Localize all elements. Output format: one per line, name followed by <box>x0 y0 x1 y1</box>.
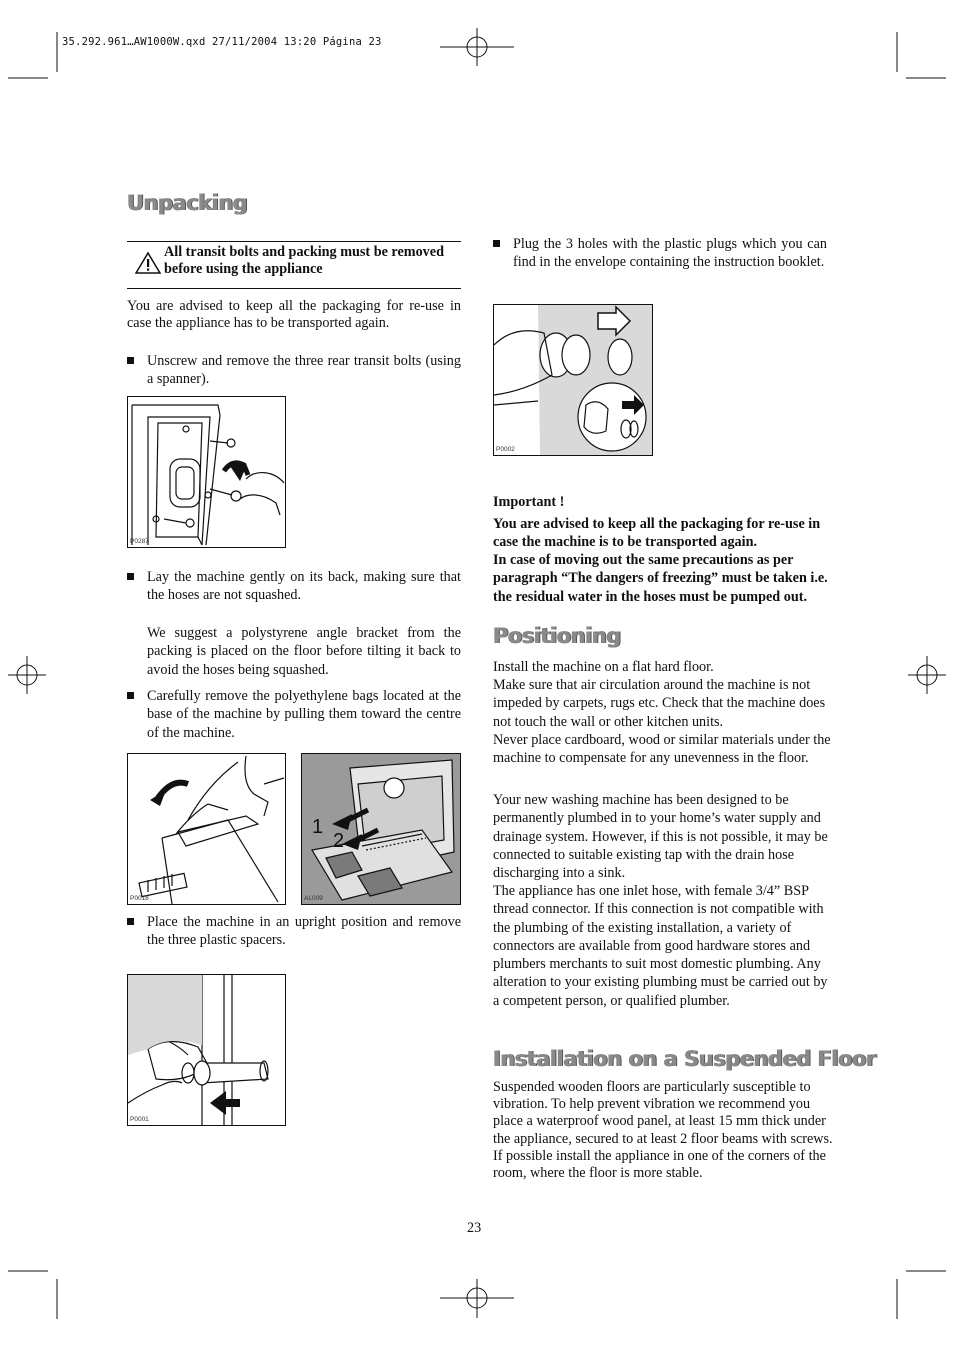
suspended-floor-title: Installation on a Suspended Floor <box>493 1047 876 1071</box>
unpacking-title: Unpacking <box>127 191 248 215</box>
warning-box <box>127 241 461 289</box>
bullet <box>127 692 134 699</box>
positioning-p3: Never place cardboard, wood or similar materials under the machine to compensate for any unevenness in the floor. <box>493 732 831 767</box>
suspended-floor-p1: Suspended wooden floors are particularly susceptible to vibration. To help prevent vibration we recommend you place a waterproof wood panel, at least 15 mm thick under the appliance, secured to at least 2 floor beams with screws. If possible install the appliance in one of the corners of the room, where the floor is more stable. <box>493 1079 833 1182</box>
page-number: 23 <box>467 1220 482 1236</box>
bullet <box>127 573 134 580</box>
bullet <box>127 357 134 364</box>
figure-remove-spacer <box>127 974 286 1126</box>
bullet <box>493 240 500 247</box>
important-heading: Important ! <box>493 494 565 510</box>
figure-code: AL009 <box>304 895 323 902</box>
important-text-2: In case of moving out the same precautions as per paragraph “The dangers of freezing” must be taken i.e. the residual water in the hoses must be pumped out. <box>493 552 828 605</box>
bullet-transit-bolts: Unscrew and remove the three rear transit bolts (using a spanner). <box>147 353 461 388</box>
figure-code: P0001 <box>130 1116 149 1123</box>
figure-transit-bolts <box>127 396 286 548</box>
positioning-title: Positioning <box>493 624 621 648</box>
bullet-lay-machine: Lay the machine gently on its back, making sure that the hoses are not squashed. <box>147 569 461 604</box>
positioning-p1: Install the machine on a flat hard floor. <box>493 659 714 675</box>
figure-plug-holes <box>493 304 653 456</box>
warning-text: All transit bolts and packing must be removed before using the appliance <box>164 244 444 277</box>
bullet-plug-holes: Plug the 3 holes with the plastic plugs which you can find in the envelope containing the instruction booklet. <box>513 236 827 271</box>
figure-tilt-machine <box>127 753 286 905</box>
bullet <box>127 918 134 925</box>
warning-triangle-icon <box>135 251 161 275</box>
figure-code: P0018 <box>130 895 149 902</box>
suggest-text: We suggest a polystyrene angle bracket from the packing is placed on the floor before tilting it back to avoid the hoses being squashed. <box>147 625 461 678</box>
figure-label-2: 2 <box>333 830 345 852</box>
bullet-upright-position: Place the machine in an upright position and remove the three plastic spacers. <box>147 914 461 949</box>
important-text-1: You are advised to keep all the packaging for re-use in case the machine is to be transported again. <box>493 516 821 551</box>
positioning-p4: Your new washing machine has been designed to be permanently plumbed in to your home’s water supply and drainage system. However, if this is not possible, it may be connected to suitable existing tap with the drain hose discharging into a sink. <box>493 792 828 882</box>
positioning-p2: Make sure that air circulation around the machine is not impeded by carpets, rugs etc. Check that the machine does not touch the wall or other kitchen units. <box>493 677 826 730</box>
file-slug: 35.292.961…AW1000W.qxd 27/11/2004 13:20 Página 23 <box>62 36 382 48</box>
positioning-p5: The appliance has one inlet hose, with female 3/4” BSP thread connector. If this connection is not compatible with the plumbing of the existing installation, a variety of connectors are available from good hardware stores and plumbers merchants to suit most domestic plumbing. Any alteration to your existing plumbing must be carried out by a competent person, or qualified plumber. <box>493 883 828 1009</box>
bullet-remove-bags: Carefully remove the polyethylene bags located at the base of the machine by pulling them toward the centre of the machine. <box>147 688 461 741</box>
figure-label-1: 1 <box>312 816 324 838</box>
figure-code: P0002 <box>496 446 515 453</box>
figure-code: P0287 <box>130 538 149 545</box>
advice-text: You are advised to keep all the packaging for re-use in case the appliance has to be transported again. <box>127 298 461 331</box>
figure-base-spacers <box>301 753 461 905</box>
